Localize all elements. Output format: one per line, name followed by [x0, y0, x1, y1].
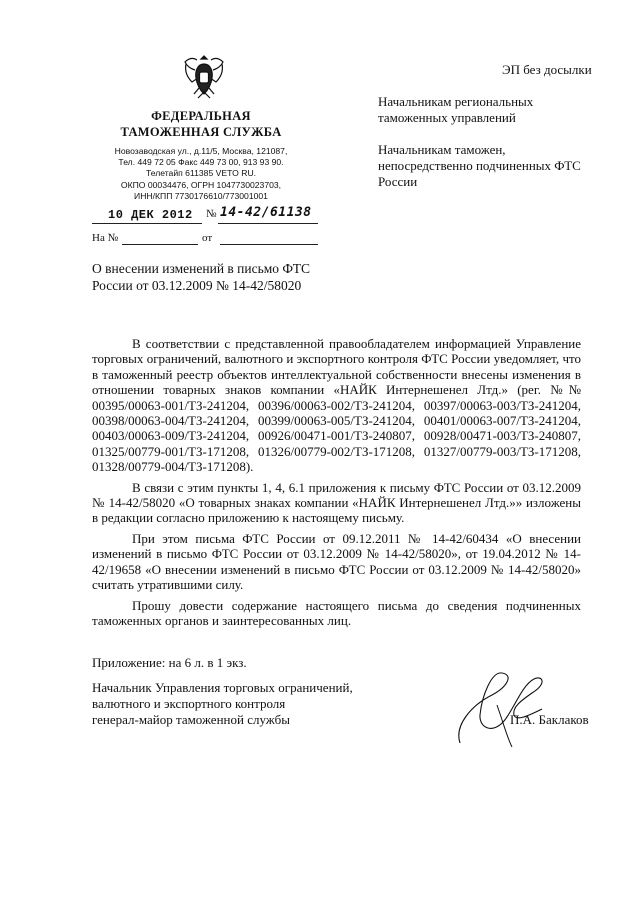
body-paragraph-3: При этом письма ФТС России от 09.12.2011 № 14-42/60434 «О внесении изменений в письмо ФТС России от 03.12.2009 № 14-42/58020», от 19.04.2012 № 14-42/19658 «О внесении изменений в письмо ФТС России от 03.12.2009 № 14-42/58020» считать утратившими силу.: [92, 530, 581, 593]
contacts-address: Новозаводская ул., д.11/5, Москва, 121087,: [114, 146, 288, 156]
reference-date-underline: [220, 244, 318, 245]
signer-position-line2: валютного и экспортного контроля: [92, 696, 286, 711]
body-paragraph-2: В связи с этим пункты 1, 4, 6.1 приложения к письму ФТС России от 03.12.2009 № 14-42/58020 «О товарных знаках компании «НАЙК Интернешенел Лтд.»» изложены в редакции согласно приложению к настоящему письму.: [92, 479, 581, 526]
organization-name-line2: ТАМОЖЕННАЯ СЛУЖБА: [120, 125, 282, 139]
contacts-okpo: ОКПО 00034476, ОГРН 1047730023703,: [120, 179, 282, 190]
reference-from-label: от: [202, 232, 213, 244]
contacts-phone: Тел. 449 72 05 Факс 449 73 00, 913 93 90.: [118, 157, 284, 168]
reference-number-underline: [122, 244, 198, 245]
contacts-teletype: Телетайп 611385 VETO RU.: [145, 168, 257, 179]
registration-number: 14-42/61138: [220, 205, 312, 220]
reference-number-label: На №: [92, 232, 119, 244]
recipient-customs: Начальникам таможен, непосредственно подчиненных ФТС России: [378, 142, 581, 189]
recipient-regional: Начальникам региональных таможенных управлений: [378, 94, 534, 125]
registration-date: 10 ДЕК 2012: [108, 208, 193, 222]
contacts-inn: ИНН/КПП 7730176610/773001001: [134, 190, 268, 201]
delivery-note: ЭП без досылки: [502, 62, 592, 77]
body-paragraph-1: В соответствии с представленной правообладателем информацией Управление торговых ограничений, валютного и экспортного контроля ФТС России уведомляет, что в таможенный реестр объектов интеллектуальной собственности внесены изменения в отношении товарных знаков компании «НАЙК Интернешенел Лтд.» (рег. №№ 00395/00063-001/ТЗ-241204, 00396/00063-002/ТЗ-241204, 00397/00063-003/ТЗ-241204, 00398/00063-004/ТЗ-241204, 00399/00063-005/ТЗ-241204, 00401/00063-007/ТЗ-241204, 00403/00063-009/ТЗ-241204, 00926/00471-001/ТЗ-240807, 00928/00471-003/ТЗ-240807, 01325/00779-001/ТЗ-171208, 01326/00779-002/ТЗ-171208, 01327/00779-003/ТЗ-171208, 01328/00779-004/ТЗ-171208).: [92, 336, 581, 475]
signer-position: [92, 680, 392, 728]
signer-name: П.А. Баклаков: [510, 712, 589, 727]
signer-position-line3: генерал-майор таможенной службы: [92, 712, 290, 727]
body-paragraph-4: Прошу довести содержание настоящего письма до сведения подчиненных таможенных органов и заинтересованных лиц.: [92, 597, 581, 628]
coat-of-arms-icon: [182, 52, 226, 102]
signature-icon: [452, 665, 552, 750]
registration-line: [92, 205, 318, 228]
organization-contacts: [86, 146, 316, 202]
letter-body: [92, 336, 581, 633]
registration-number-underline: [218, 223, 318, 224]
letter-subject: О внесении изменений в письмо ФТС России от 03.12.2009 № 14-42/58020: [92, 261, 311, 293]
signer-position-line1: Начальник Управления торговых ограничений,: [92, 680, 353, 695]
attachment-note: Приложение: на 6 л. в 1 экз.: [92, 655, 247, 670]
registration-number-label: №: [206, 208, 217, 220]
recipients-block: [378, 94, 598, 206]
organization-name-line1: ФЕДЕРАЛЬНАЯ: [151, 109, 251, 123]
reference-line: [92, 232, 318, 248]
organization-name: [96, 108, 306, 140]
registration-date-underline: [92, 223, 202, 224]
